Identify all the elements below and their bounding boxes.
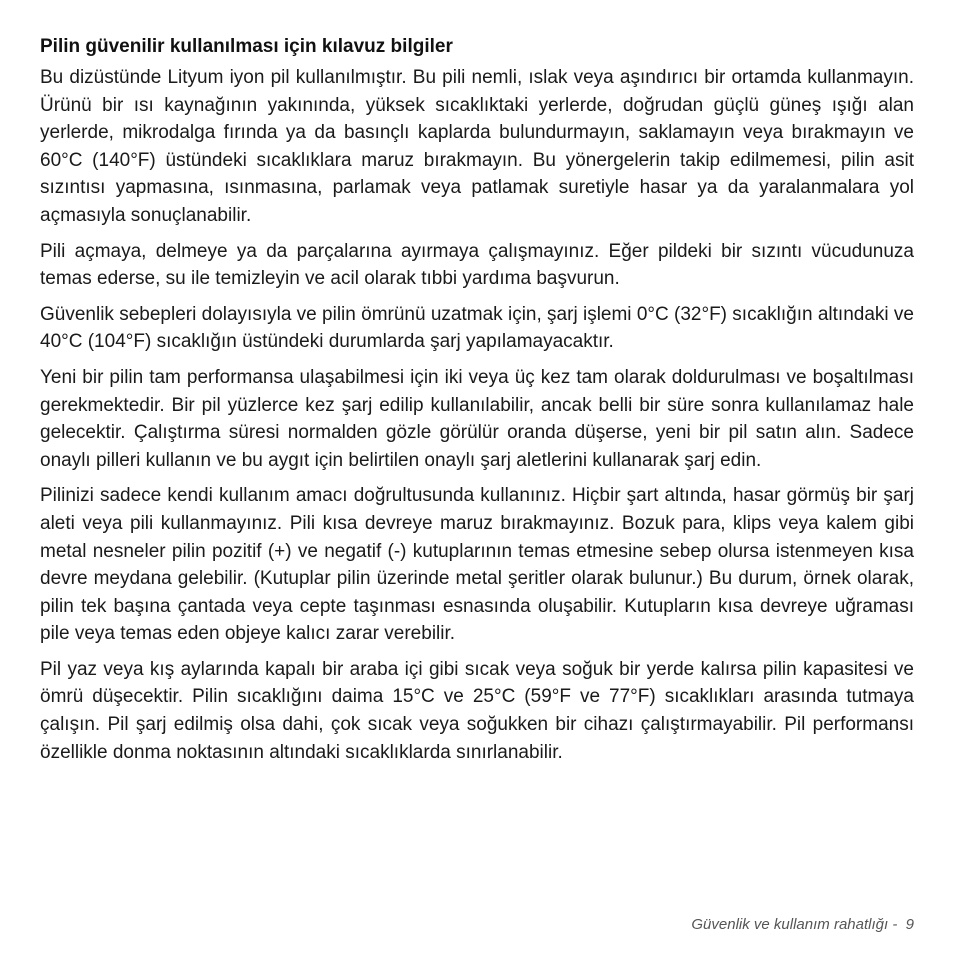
paragraph-charging-temperature: Güvenlik sebepleri dolayısıyla ve pilin ömrünü uzatmak için, şarj işlemi 0°C (32°F) sıcaklığın altındaki ve 40°C (104°F) sıcaklığın üstündeki durumlarda şarj yapılamayacaktır.	[40, 303, 914, 353]
section-heading: Pilin güvenilir kullanılması için kılavuz bilgiler	[40, 36, 453, 57]
paragraph-temperature-capacity: Pil yaz veya kış aylarında kapalı bir araba içi gibi sıcak veya soğuk bir yerde kalırsa pilin kapasitesi ve ömrü düşecektir. Pilin sıcaklığını daima 15°C ve 25°C (59°F ve 77°F) sıcaklıkları arasında tutmaya çalışın. Pil şarj edilmiş olsa dahi, çok sıcak veya soğukken bir cihazı çalıştırmayabilir. Pil performansı özellikle donma noktasının altındaki sıcaklıklarda sınırlanabilir.	[40, 658, 914, 763]
paragraph-do-not-open: Pili açmaya, delmeye ya da parçalarına ayırmaya çalışmayınız. Eğer pildeki bir sızıntı vücudunuza temas ederse, su ile temizleyin ve acil olarak tıbbi yardıma başvurun.	[40, 240, 914, 290]
paragraph-new-battery-cycles: Yeni bir pilin tam performansa ulaşabilmesi için iki veya üç kez tam olarak doldurulması ve boşaltılması gerekmektedir. Bir pil yüzlerce kez şarj edilip kullanılabilir, ancak belli bir süre sonra kullanılamaz hale gelecektir. Çalıştırma süresi normalden gözle görülür oranda düşerse, yeni bir pil satın alın. Sadece onaylı pilleri kullanın ve bu aygıt için belirtilen onaylı şarj aletlerini kullanarak şarj edin.	[40, 366, 914, 471]
page-footer: Güvenlik ve kullanım rahatlığı - 9	[691, 916, 914, 933]
document-body	[40, 34, 914, 774]
paragraph-lithium-ion-warning: Bu dizüstünde Lityum iyon pil kullanılmıştır. Bu pili nemli, ıslak veya aşındırıcı bir ortamda kullanmayın. Ürünü bir ısı kaynağının yakınında, yüksek sıcaklıktaki yerlerde, doğrudan güçlü güneş ışığı alan yerlerde, mikrodalga fırında ya da basınçlı kaplarda bulundurmayın, saklamayın veya bırakmayın ve 60°C (140°F) üstündeki sıcaklıklara maruz bırakmayın. Bu yönergelerin takip edilmemesi, pilin asit sızıntısı yapmasına, ısınmasına, parlamak veya patlamak suretiyle hasar ya da yaralanmalara yol açmasıyla sonuçlanabilir.	[40, 67, 914, 226]
paragraph-short-circuit-warning: Pilinizi sadece kendi kullanım amacı doğrultusunda kullanınız. Hiçbir şart altında, hasar görmüş bir şarj aleti veya pili kullanmayınız. Pili kısa devreye maruz bırakmayınız. Bozuk para, klips veya kalem gibi metal nesneler pilin pozitif (+) ve negatif (-) kutuplarının temas etmesine sebep olursa istenmeyen kısa devre meydana gelebilir. (Kutuplar pilin üzerinde metal şeritler olarak bulunur.) Bu durum, örnek olarak, pilin tek başına çantada veya cepte taşınması esnasında oluşabilir. Kutupların kısa devreye uğraması pile veya temas eden objeye kalıcı zarar verebilir.	[40, 485, 914, 645]
